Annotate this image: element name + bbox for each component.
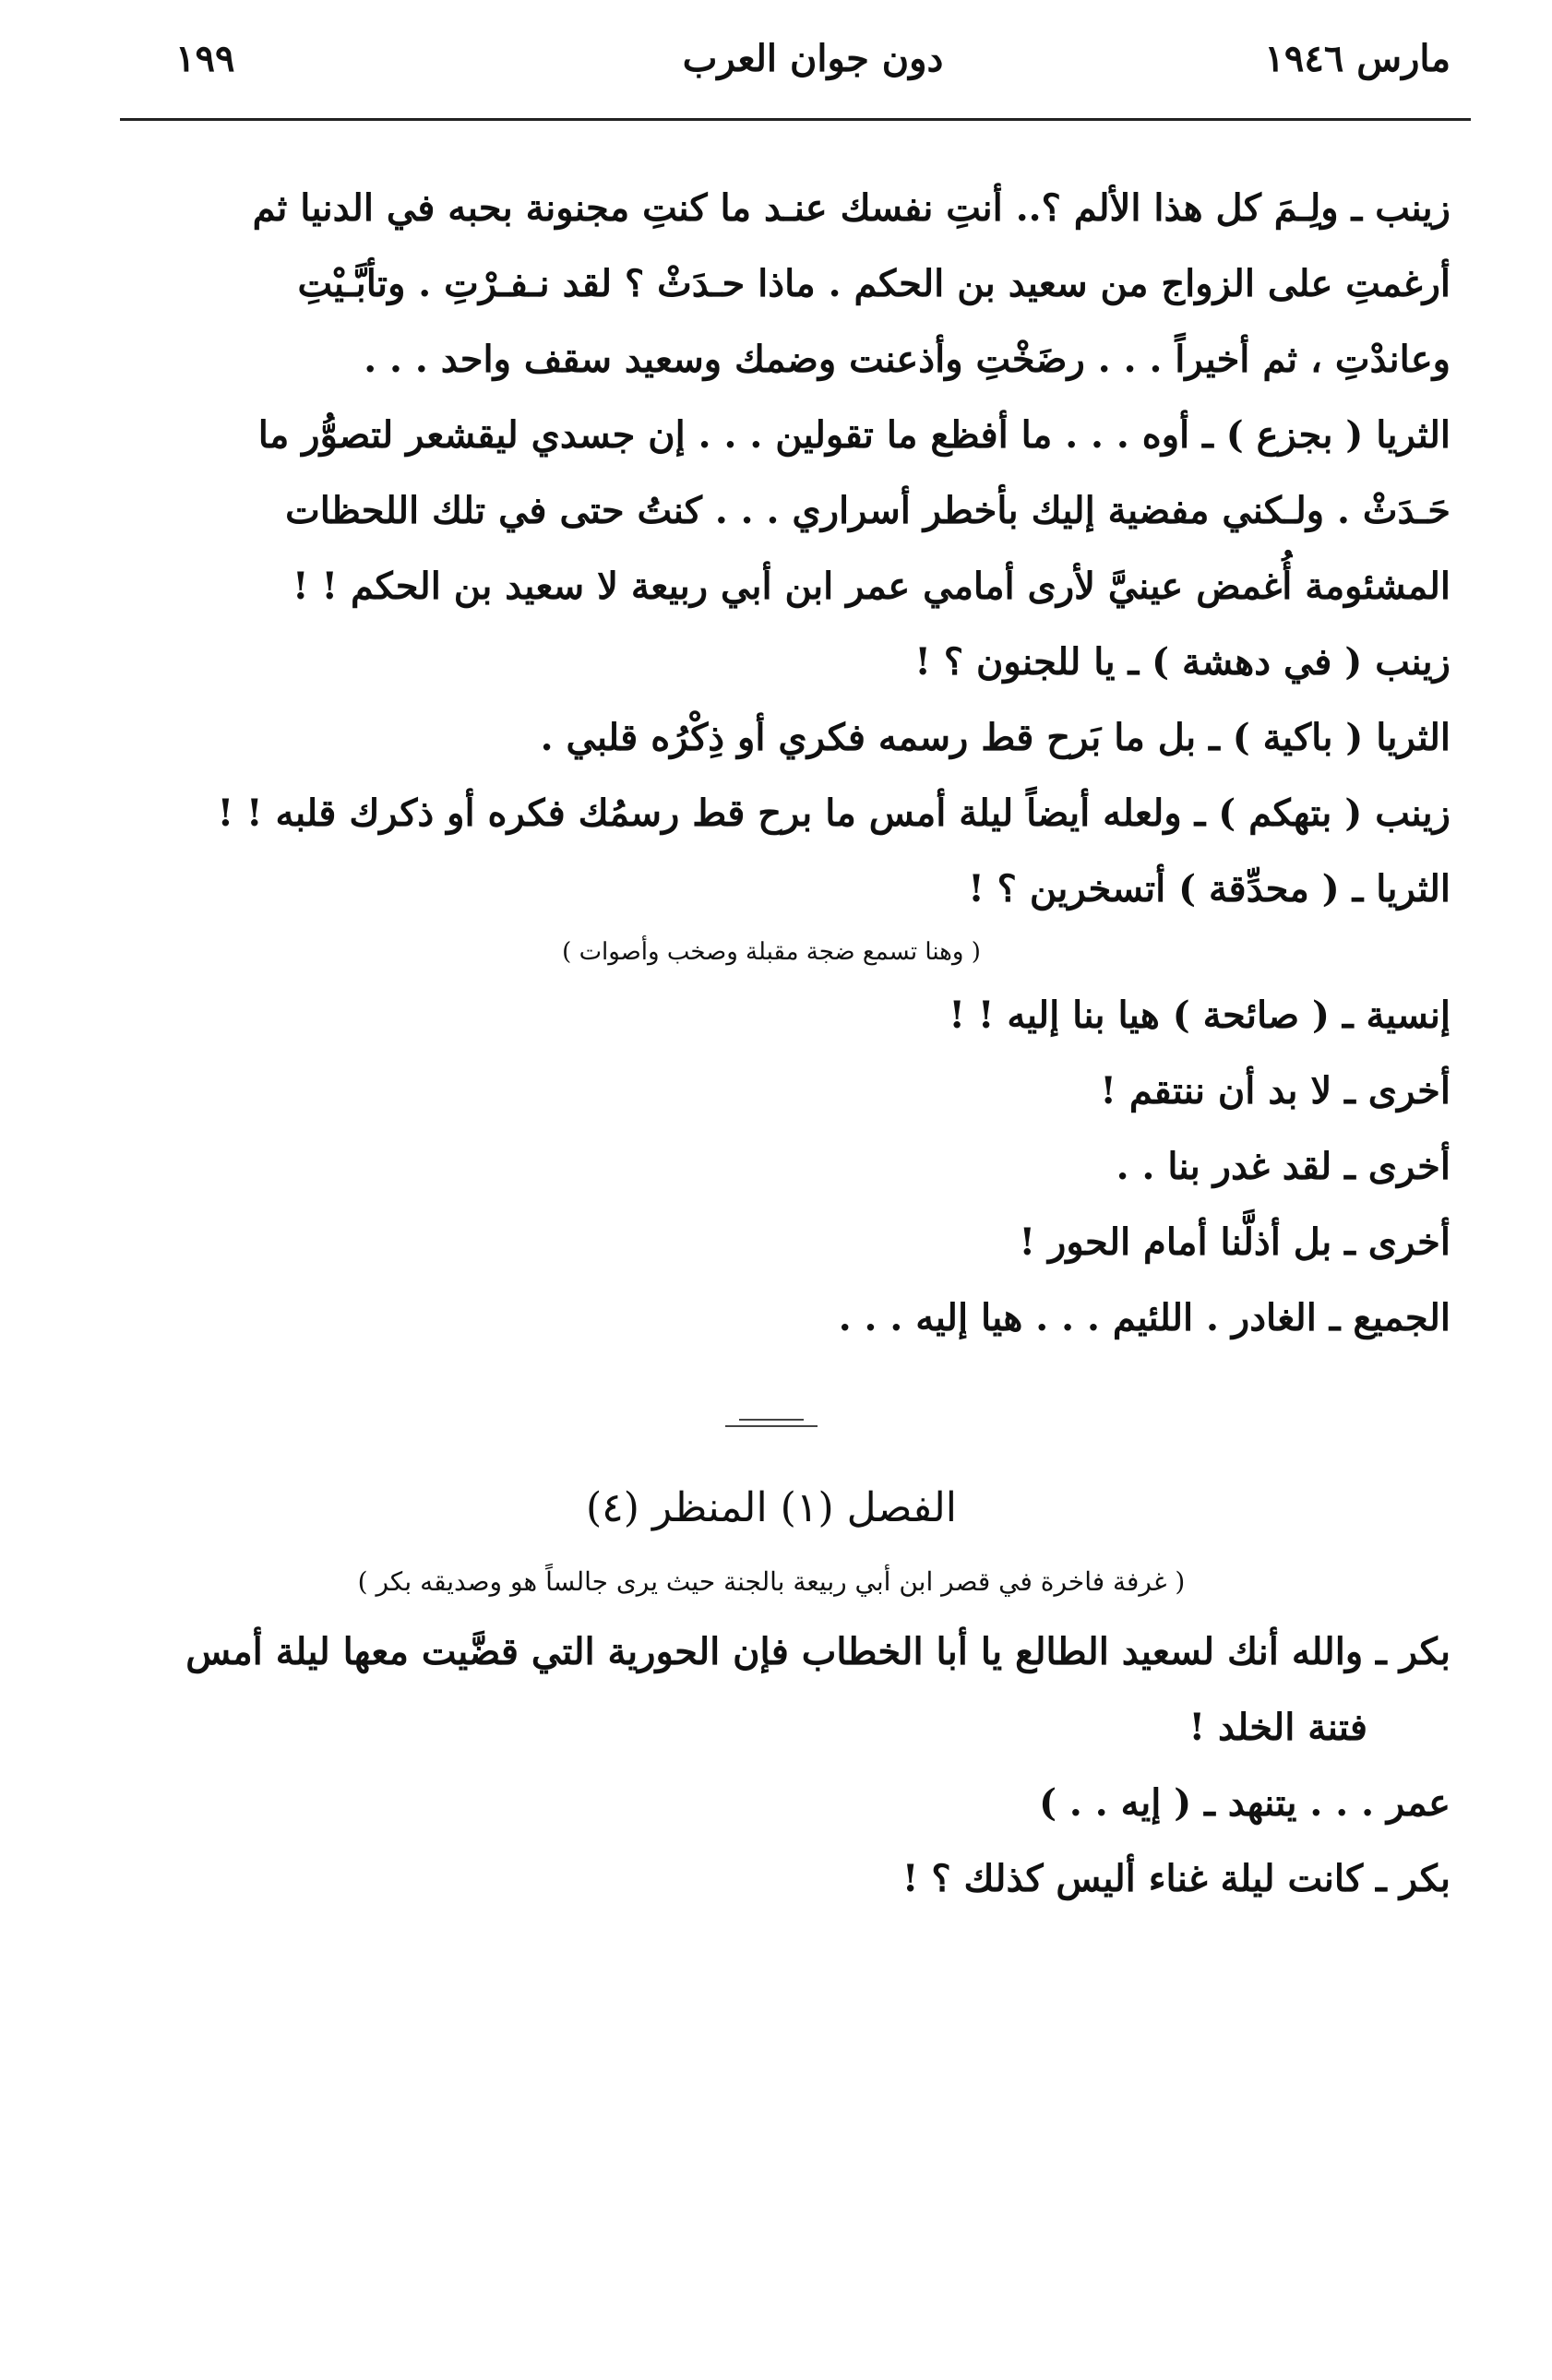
text-line: زينب ـ ولِـمَ كل هذا الألم ؟.. أنتِ نفسك عنـد ما كنتِ مجنونة بحبه في الدنيا ثم [252,186,1451,230]
text-line: زينب ( بتهكم ) ـ ولعله أيضاً ليلة أمس ما برح قط رسمُك فكره أو ذكرك قلبه ! ! [217,791,1451,835]
text-line: زينب ( في دهشة ) ـ يا للجنون ؟ ! [914,640,1451,684]
text-line: وعاندْتِ ، ثم أخيراً . . . رضَخْتِ وأذعنت وضمك وسعيد سقف واحد . . . [364,338,1451,381]
page-header [175,37,1451,101]
header-date: مارس ١٩٤٦ [1264,37,1451,80]
scene-stage-direction: ( غرفة فاخرة في قصر ابن أبي ربيعة بالجنة حيث يرى جالساً هو وصديقه بكر ) [357,1566,1186,1597]
page-number: ١٩٩ [175,37,235,80]
page-body [92,171,1451,1917]
stage-direction: ( وهنا تسمع ضجة مقبلة وصخب وأصوات ) [562,938,981,966]
text-line: بكر ـ كانت ليلة غناء أليس كذلك ؟ ! [901,1857,1451,1900]
text-line: الثريا ـ ( محدِّقة ) أتسخرين ؟ ! [968,867,1451,910]
header-title: دون جوان العرب [682,37,944,80]
text-line: أخرى ـ بل أذلَّنا أمام الحور ! [1019,1220,1451,1264]
section-separator [92,1356,1451,1467]
header-rule [120,118,1471,121]
text-line: أخرى ـ لقد غدر بنا . . [1116,1145,1451,1188]
text-line: عمر . . . يتنهد ـ ( إيه . . ) [1039,1781,1451,1825]
text-line: المشئومة أُغمض عينيَّ لأرى أمامي عمر ابن أبي ربيعة لا سعيد بن الحكم ! ! [292,565,1451,608]
text-line: أخرى ـ لا بد أن ننتقم ! [1100,1069,1451,1113]
scene-title: الفصل (١) المنظر (٤) [585,1484,957,1531]
text-line: الثريا ( باكية ) ـ بل ما بَرح قط رسمه فكري أو ذِكْرُه قلبي . [540,716,1451,759]
text-line: الثريا ( بجزع ) ـ أوه . . . ما أفظع ما تقولين . . . إن جسدي ليقشعر لتصوُّر ما [257,413,1451,457]
text-line: فتنة الخلد ! [1188,1706,1367,1749]
text-line: بكر ـ والله أنك لسعيد الطالع يا أبا الخطاب فإن الحورية التي قضَّيت معها ليلة أمس [185,1630,1451,1673]
text-line: حَـدَثْ . ولـكني مفضية إليك بأخطر أسراري . . . كنتُ حتى في تلك اللحظات [285,489,1451,532]
text-line: الجميع ـ الغادر . اللئيم . . . هيا إليه . . . [838,1296,1451,1339]
text-line: إنسية ـ ( صائحة ) هيا بنا إليه ! ! [949,994,1451,1037]
text-line: أرغمتِ على الزواج من سعيد بن الحكم . ماذا حـدَثْ ؟ لقد نـفـرْتِ . وتأبَّـيْتِ [297,262,1451,305]
